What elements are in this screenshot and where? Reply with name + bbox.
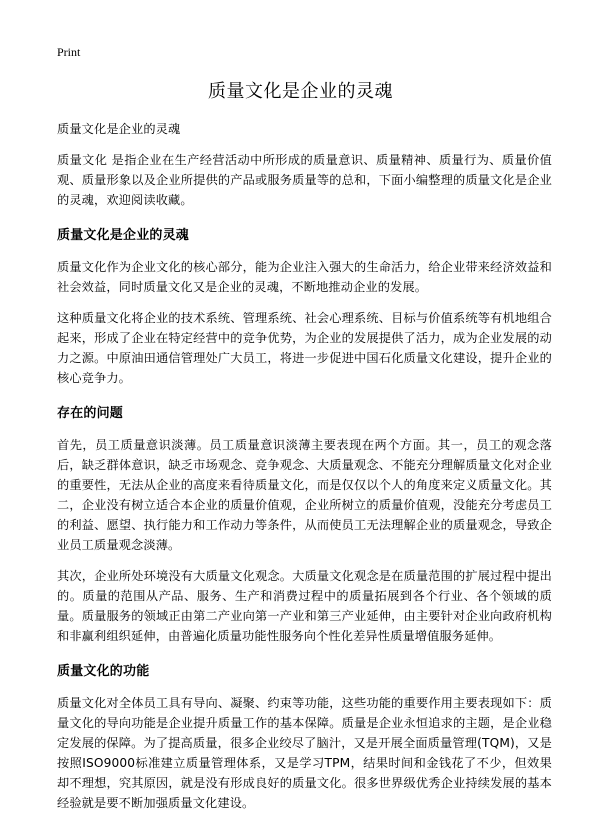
section-soul <box>57 226 552 388</box>
document-subtitle: 质量文化是企业的灵魂 <box>57 122 181 136</box>
intro-paragraph: 质量文化 是指企业在生产经营活动中所形成的质量意识、质量精神、质量行为、质量价值观、质量形象以及企业所提供的产品或服务质量等的总和，下面小编整理的质量文化是企业的灵魂，欢迎阅读收藏。 <box>57 153 552 207</box>
section-paragraph: 质量文化作为企业文化的核心部分，能为企业注入强大的生命活力，给企业带来经济效益和社会效益，同时质量文化又是企业的灵魂，不断地推动企业的发展。 <box>57 260 552 294</box>
section-problems <box>57 404 552 646</box>
section-paragraph: 其次，企业所处环境没有大质量文化观念。大质量文化观念是在质量范围的扩展过程中提出的。质量的范围从产品、服务、生产和消费过程中的质量拓展到各个行业、各个领域的质量。质量服务的领域正由第二产业向第一产业和第三产业延伸，由主要针对企业向政府机构和非赢利组织延伸，由普遍化质量功能性服务向个性化差异性质量增值服务延伸。 <box>57 569 552 643</box>
section-paragraph: 这种质量文化将企业的技术系统、管理系统、社会心理系统、目标与价值系统等有机地组合起来，形成了企业在特定经营中的竞争优势，为企业的发展提供了活力，成为企业发展的动力之源。中原油田通信管理处广大员工，将进一步促进中国石化质量文化建设，提升企业的核心竞争力。 <box>57 311 552 385</box>
document-body <box>57 119 552 824</box>
section-functions <box>57 662 552 813</box>
page-title: 质量文化是企业的灵魂 <box>208 81 393 102</box>
section-paragraph: 质量文化对全体员工具有导向、凝聚、约束等功能，这些功能的重要作用主要表现如下：质量文化的导向功能是企业提升质量工作的基本保障。质量是企业永恒追求的主题，是企业稳定发展的保障。为了提高质量，很多企业绞尽了脑汁，又是开展全面质量管理(TQM)，又是按照ISO9000标准建立质量管理体系，又是学习TPM，结果时间和金钱花了不少，但效果却不理想，究其原因，就是没有形成良好的质量文化。很多世界级优秀企业持续发展的基本经验就是要不断加强质量文化建设。 <box>57 696 552 810</box>
print-link[interactable]: Print <box>57 45 81 59</box>
section-paragraph: 首先，员工质量意识淡薄。员工质量意识淡薄主要表现在两个方面。其一，员工的观念落后，缺乏群体意识，缺乏市场观念、竞争观念、大质量观念、不能充分理解质量文化对企业的重要性，无法从企业的高度来看待质量文化，而是仅仅以个人的角度来定义质量文化。其二，企业没有树立适合本企业的质量价值观，企业所树立的质量价值观，没能充分考虑员工的利益、愿望、执行能力和工作动力等条件，从而使员工无法理解企业的质量观念，导致企业员工质量观念淡薄。 <box>57 438 552 552</box>
section-heading: 质量文化是企业的灵魂 <box>57 228 190 243</box>
section-heading: 存在的问题 <box>57 406 124 421</box>
section-heading: 质量文化的功能 <box>57 664 150 679</box>
